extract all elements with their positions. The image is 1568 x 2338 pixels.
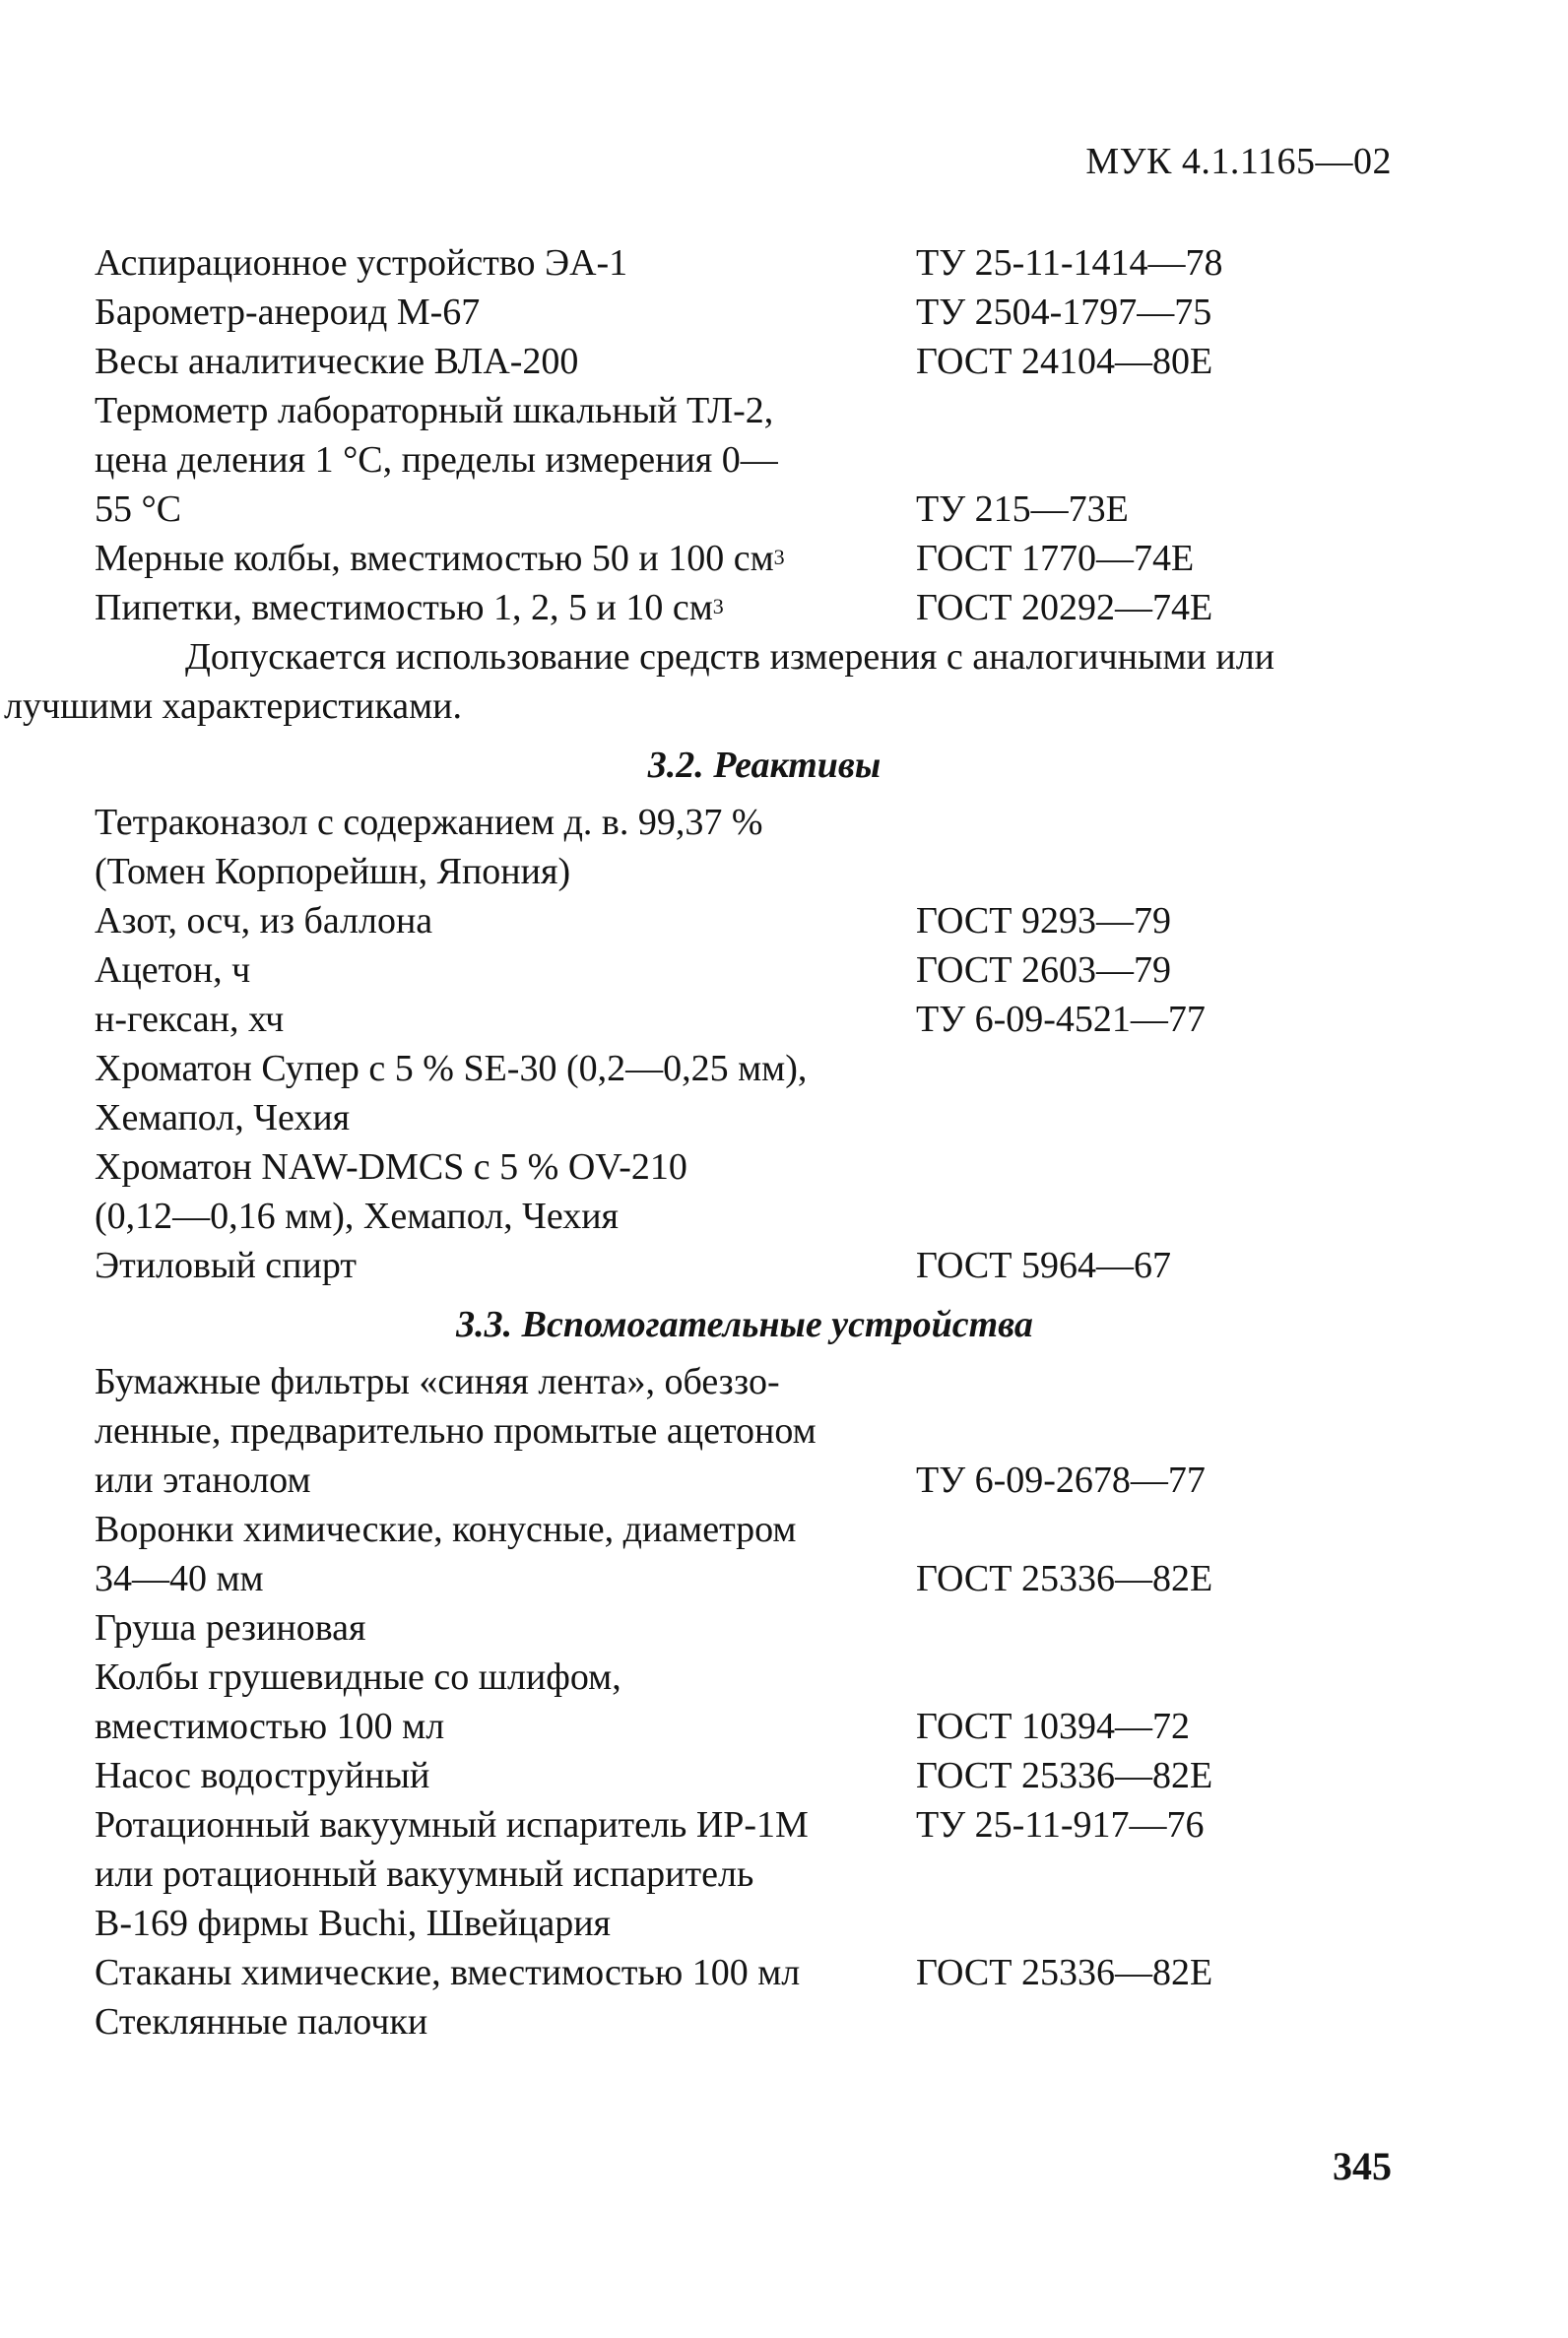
aux-device-item-name: Бумажные фильтры «синяя лента», обеззо- (95, 1361, 780, 1402)
equipment-row (95, 238, 1395, 288)
reagent-item-standard (916, 1192, 1395, 1241)
reagent-row (95, 995, 1395, 1044)
aux-device-row (95, 1653, 1395, 1702)
aux-device-item-standard: ГОСТ 25336—82Е (916, 1952, 1213, 1993)
aux-device-item-name: ленные, предварительно промытые ацетоном (95, 1410, 817, 1452)
equipment-row (95, 534, 1395, 583)
reagent-item-standard: ГОСТ 2603—79 (916, 949, 1171, 991)
aux-device-row (95, 1850, 1395, 1899)
aux-device-row (95, 1554, 1395, 1603)
aux-device-row (95, 1948, 1395, 1997)
aux-device-item-name: В-169 фирмы Buchi, Швейцария (95, 1903, 612, 1944)
equipment-row (95, 485, 1395, 534)
aux-device-row (95, 1406, 1395, 1456)
reagent-row (95, 1241, 1395, 1290)
aux-device-item-standard: ТУ 25-11-917—76 (916, 1804, 1205, 1846)
equipment-item-standard: ТУ 215—73Е (916, 488, 1129, 530)
reagent-row (95, 1093, 1395, 1142)
aux-device-item-name: или ротационный вакуумный испаритель (95, 1853, 754, 1895)
reagent-item-standard (916, 1093, 1395, 1142)
reagent-row (95, 1142, 1395, 1192)
aux-device-item-name: Колбы грушевидные со шлифом, (95, 1656, 621, 1698)
aux-device-item-name: Ротационный вакуумный испаритель ИР-1М (95, 1804, 809, 1846)
note-paragraph (4, 632, 1395, 731)
reagent-row (95, 1192, 1395, 1241)
reagent-item-name: Тетраконазол с содержанием д. в. 99,37 % (95, 802, 763, 843)
reagent-row (95, 847, 1395, 896)
equipment-item-name: цена деления 1 °С, пределы измерения 0— (95, 439, 778, 481)
aux-device-item-standard (916, 1505, 1395, 1554)
aux-device-item-name: Стаканы химические, вместимостью 100 мл (95, 1952, 801, 1993)
equipment-item-standard: ГОСТ 20292—74Е (916, 587, 1213, 628)
equipment-item-standard (916, 386, 1395, 435)
reagent-item-name: (Томен Корпорейшн, Япония) (95, 851, 571, 892)
aux-device-item-standard (916, 1653, 1395, 1702)
aux-device-row (95, 1800, 1395, 1850)
equipment-item-standard: ГОСТ 24104—80Е (916, 341, 1213, 382)
page-content (4, 238, 1395, 2046)
aux-device-item-standard (916, 1997, 1395, 2046)
reagent-item-name: Хроматон NAW-DMCS с 5 % OV-210 (95, 1146, 687, 1188)
aux-devices-list (95, 1357, 1395, 2046)
reagent-item-standard: ТУ 6-09-4521—77 (916, 999, 1206, 1040)
aux-device-item-standard: ГОСТ 25336—82Е (916, 1755, 1213, 1796)
aux-device-item-standard (916, 1850, 1395, 1899)
aux-device-row (95, 1357, 1395, 1406)
aux-device-item-name: вместимостью 100 мл (95, 1706, 445, 1747)
aux-device-item-name: Стеклянные палочки (95, 2001, 428, 2043)
reagent-item-name: н-гексан, хч (95, 999, 285, 1040)
aux-device-row (95, 1997, 1395, 2046)
equipment-item-name: Мерные колбы, вместимостью 50 и 100 $см^3$ (95, 538, 785, 579)
aux-device-row (95, 1456, 1395, 1505)
equipment-row (95, 337, 1395, 386)
reagent-item-name: (0,12—0,16 мм), Хемапол, Чехия (95, 1196, 620, 1237)
equipment-item-name: Аспирационное устройство ЭА-1 (95, 242, 628, 284)
equipment-item-name: Барометр-анероид М-67 (95, 292, 481, 333)
note-line-1: Допускается использование средств измерения с аналогичными или (185, 636, 1274, 678)
equipment-item-name: Термометр лабораторный шкальный ТЛ-2, (95, 390, 774, 431)
reagents-list (95, 798, 1395, 1290)
aux-device-item-name: 34—40 мм (95, 1558, 264, 1599)
section-title-aux-devices: 3.3. Вспомогательные устройства (456, 1304, 1033, 1345)
superscript: 3 (712, 594, 724, 618)
equipment-item-name: Весы аналитические ВЛА-200 (95, 341, 579, 382)
aux-device-item-standard (916, 1603, 1395, 1653)
reagent-row (95, 1044, 1395, 1093)
section-title-reagents: 3.2. Реактивы (647, 745, 882, 786)
reagent-item-name: Ацетон, ч (95, 949, 251, 991)
reagent-item-standard (916, 798, 1395, 847)
superscript: 3 (773, 545, 785, 569)
reagent-item-standard (916, 1142, 1395, 1192)
equipment-row (95, 288, 1395, 337)
equipment-item-standard (916, 435, 1395, 485)
equipment-item-name: Пипетки, вместимостью 1, 2, 5 и 10 $см^3$ (95, 587, 724, 628)
aux-device-item-standard (916, 1406, 1395, 1456)
reagent-item-standard (916, 847, 1395, 896)
aux-device-item-standard: ГОСТ 25336—82Е (916, 1558, 1213, 1599)
aux-device-item-standard: ГОСТ 10394—72 (916, 1706, 1190, 1747)
aux-device-item-standard: ТУ 6-09-2678—77 (916, 1460, 1206, 1501)
note-line-2: лучшими характеристиками. (4, 685, 462, 727)
aux-device-item-standard (916, 1357, 1395, 1406)
document-code: МУК 4.1.1165—02 (1085, 141, 1392, 182)
aux-device-row (95, 1702, 1395, 1751)
aux-device-row (95, 1505, 1395, 1554)
equipment-row (95, 583, 1395, 632)
reagent-item-standard (916, 1044, 1395, 1093)
equipment-item-name: 55 °С (95, 488, 182, 530)
aux-device-item-standard (916, 1899, 1395, 1948)
aux-device-item-name: Груша резиновая (95, 1607, 366, 1649)
reagent-item-name: Хроматон Супер с 5 % SE-30 (0,2—0,25 мм), (95, 1048, 808, 1089)
equipment-row (95, 386, 1395, 435)
equipment-list (95, 238, 1395, 632)
aux-device-row (95, 1899, 1395, 1948)
aux-device-row (95, 1603, 1395, 1653)
page-number: 345 (1333, 2144, 1392, 2188)
reagent-row (95, 896, 1395, 945)
reagent-item-standard: ГОСТ 5964—67 (916, 1245, 1171, 1286)
reagent-item-name: Этиловый спирт (95, 1245, 357, 1286)
reagent-item-name: Азот, осч, из баллона (95, 900, 433, 942)
reagent-row (95, 945, 1395, 995)
reagent-item-standard: ГОСТ 9293—79 (916, 900, 1171, 942)
aux-device-item-name: или этанолом (95, 1460, 311, 1501)
equipment-item-standard: ГОСТ 1770—74Е (916, 538, 1195, 579)
reagent-item-name: Хемапол, Чехия (95, 1097, 351, 1138)
equipment-row (95, 435, 1395, 485)
aux-device-item-name: Воронки химические, конусные, диаметром (95, 1509, 797, 1550)
aux-device-item-name: Насос водоструйный (95, 1755, 430, 1796)
equipment-item-standard: ТУ 25-11-1414—78 (916, 242, 1223, 284)
aux-device-row (95, 1751, 1395, 1800)
reagent-row (95, 798, 1395, 847)
equipment-item-standard: ТУ 2504-1797—75 (916, 292, 1212, 333)
